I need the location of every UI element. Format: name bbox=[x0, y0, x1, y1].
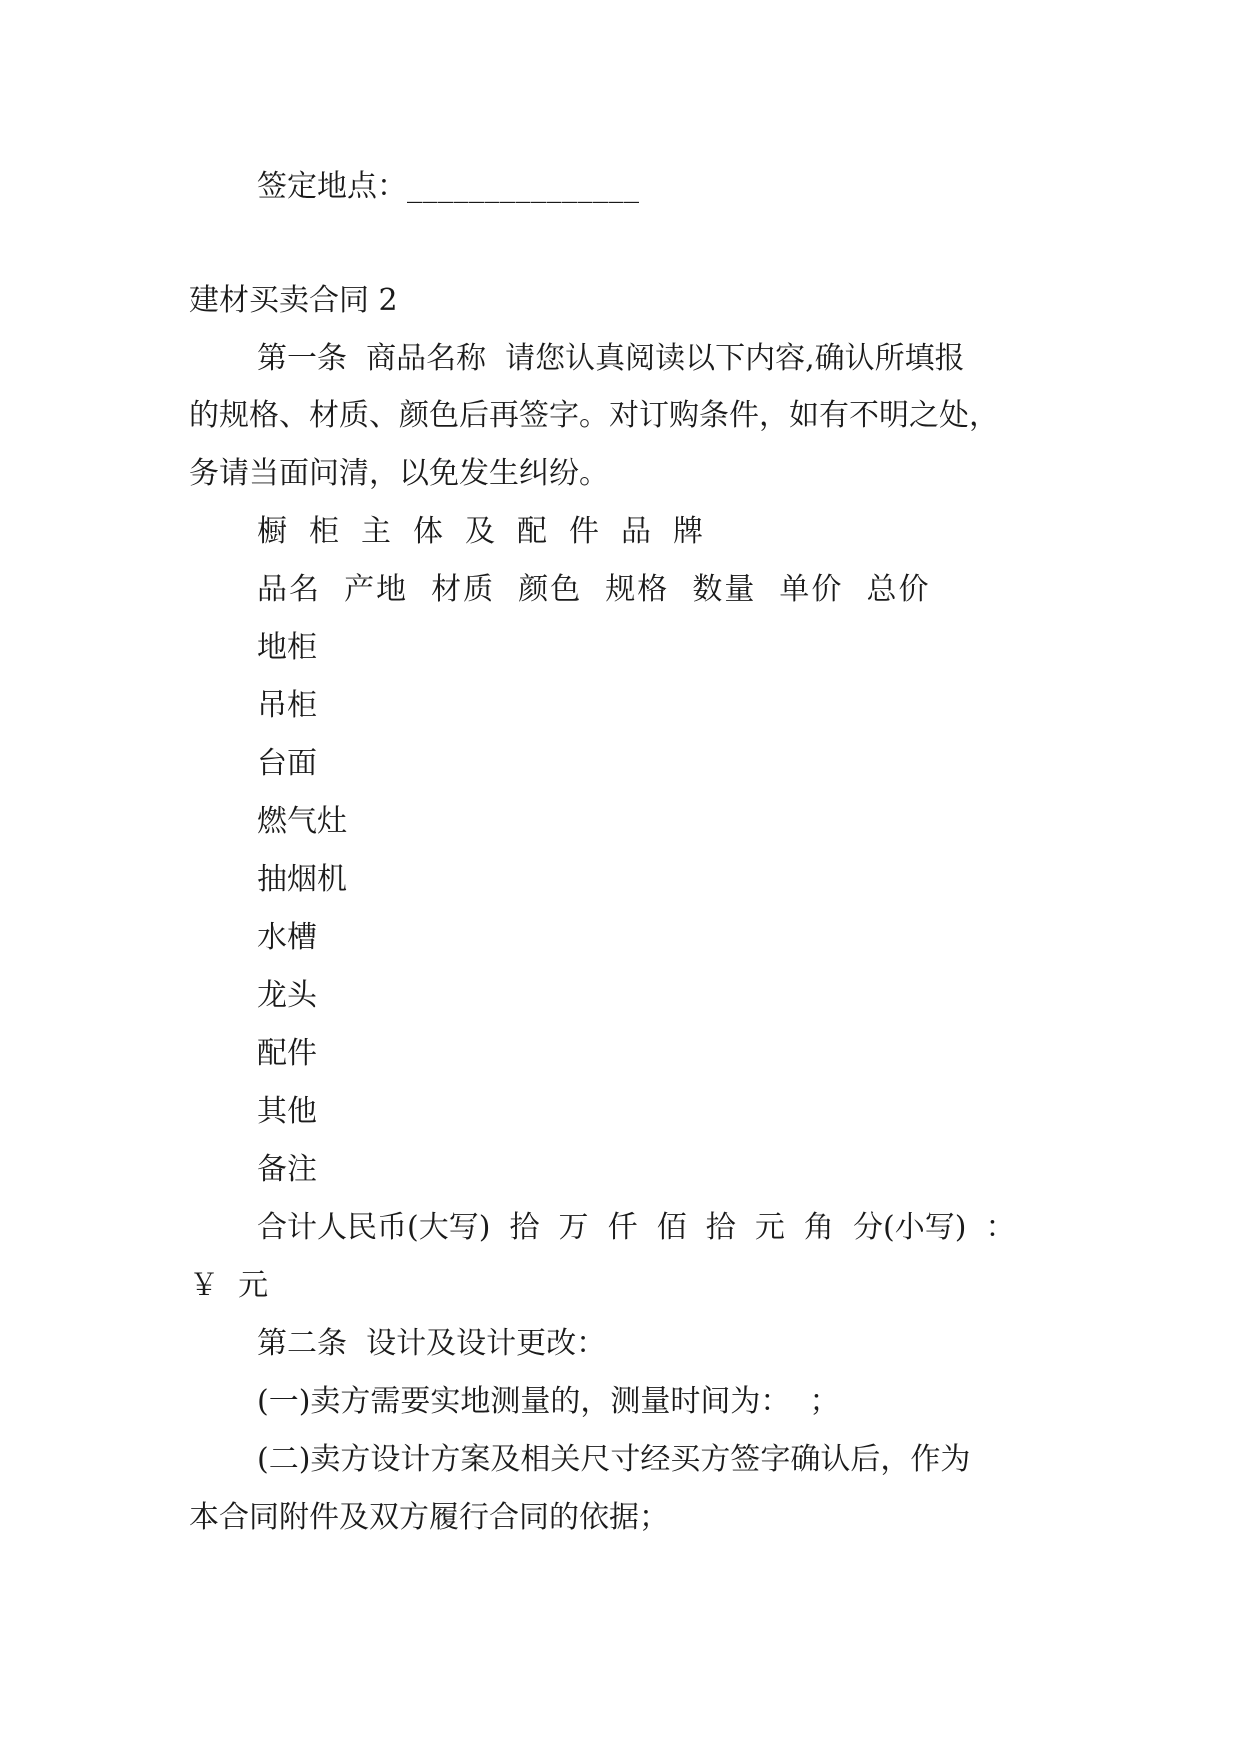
item-wall-cabinet: 吊柜 bbox=[257, 688, 317, 723]
sign-place-line bbox=[257, 169, 640, 204]
table-columns: 品名 产地 材质 颜色 规格 数量 单价 总价 bbox=[257, 572, 931, 607]
article-1-line-2: 的规格、材质、颜色后再签字。对订购条件，如有不明之处， bbox=[189, 398, 999, 433]
item-sink: 水槽 bbox=[257, 920, 317, 955]
item-remarks: 备注 bbox=[257, 1152, 317, 1187]
article-1-line-3: 务请当面问清，以免发生纠纷。 bbox=[189, 456, 609, 491]
total-line-1: 合计人民币(大写) 拾 万 仟 佰 拾 元 角 分(小写) ： bbox=[257, 1210, 1016, 1245]
item-floor-cabinet: 地柜 bbox=[257, 630, 317, 665]
contract-title: 建材买卖合同 2 bbox=[189, 283, 398, 318]
article-2-title: 第二条 设计及设计更改： bbox=[257, 1326, 607, 1361]
item-range-hood: 抽烟机 bbox=[257, 862, 347, 897]
article-2-item-2-line-1: (二)卖方设计方案及相关尺寸经买方签字确认后，作为 bbox=[257, 1442, 971, 1477]
article-2-item-1: (一)卖方需要实地测量的，测量时间为： ； bbox=[257, 1384, 840, 1419]
article-1-intro: 第一条 商品名称 请您认真阅读以下内容,确认所填报 bbox=[257, 341, 965, 376]
item-countertop: 台面 bbox=[257, 746, 317, 781]
brand-header: 橱柜主体及配件品牌 bbox=[257, 514, 725, 549]
item-other: 其他 bbox=[257, 1094, 317, 1129]
sign-place-blank: _______________ bbox=[407, 169, 640, 204]
item-gas-stove: 燃气灶 bbox=[257, 804, 347, 839]
article-2-item-2-line-2: 本合同附件及双方履行合同的依据； bbox=[189, 1500, 669, 1535]
total-line-2: ￥ 元 bbox=[189, 1268, 269, 1303]
item-faucet: 龙头 bbox=[257, 978, 317, 1013]
item-accessories: 配件 bbox=[257, 1036, 317, 1071]
sign-place-label: 签定地点： bbox=[257, 169, 407, 204]
